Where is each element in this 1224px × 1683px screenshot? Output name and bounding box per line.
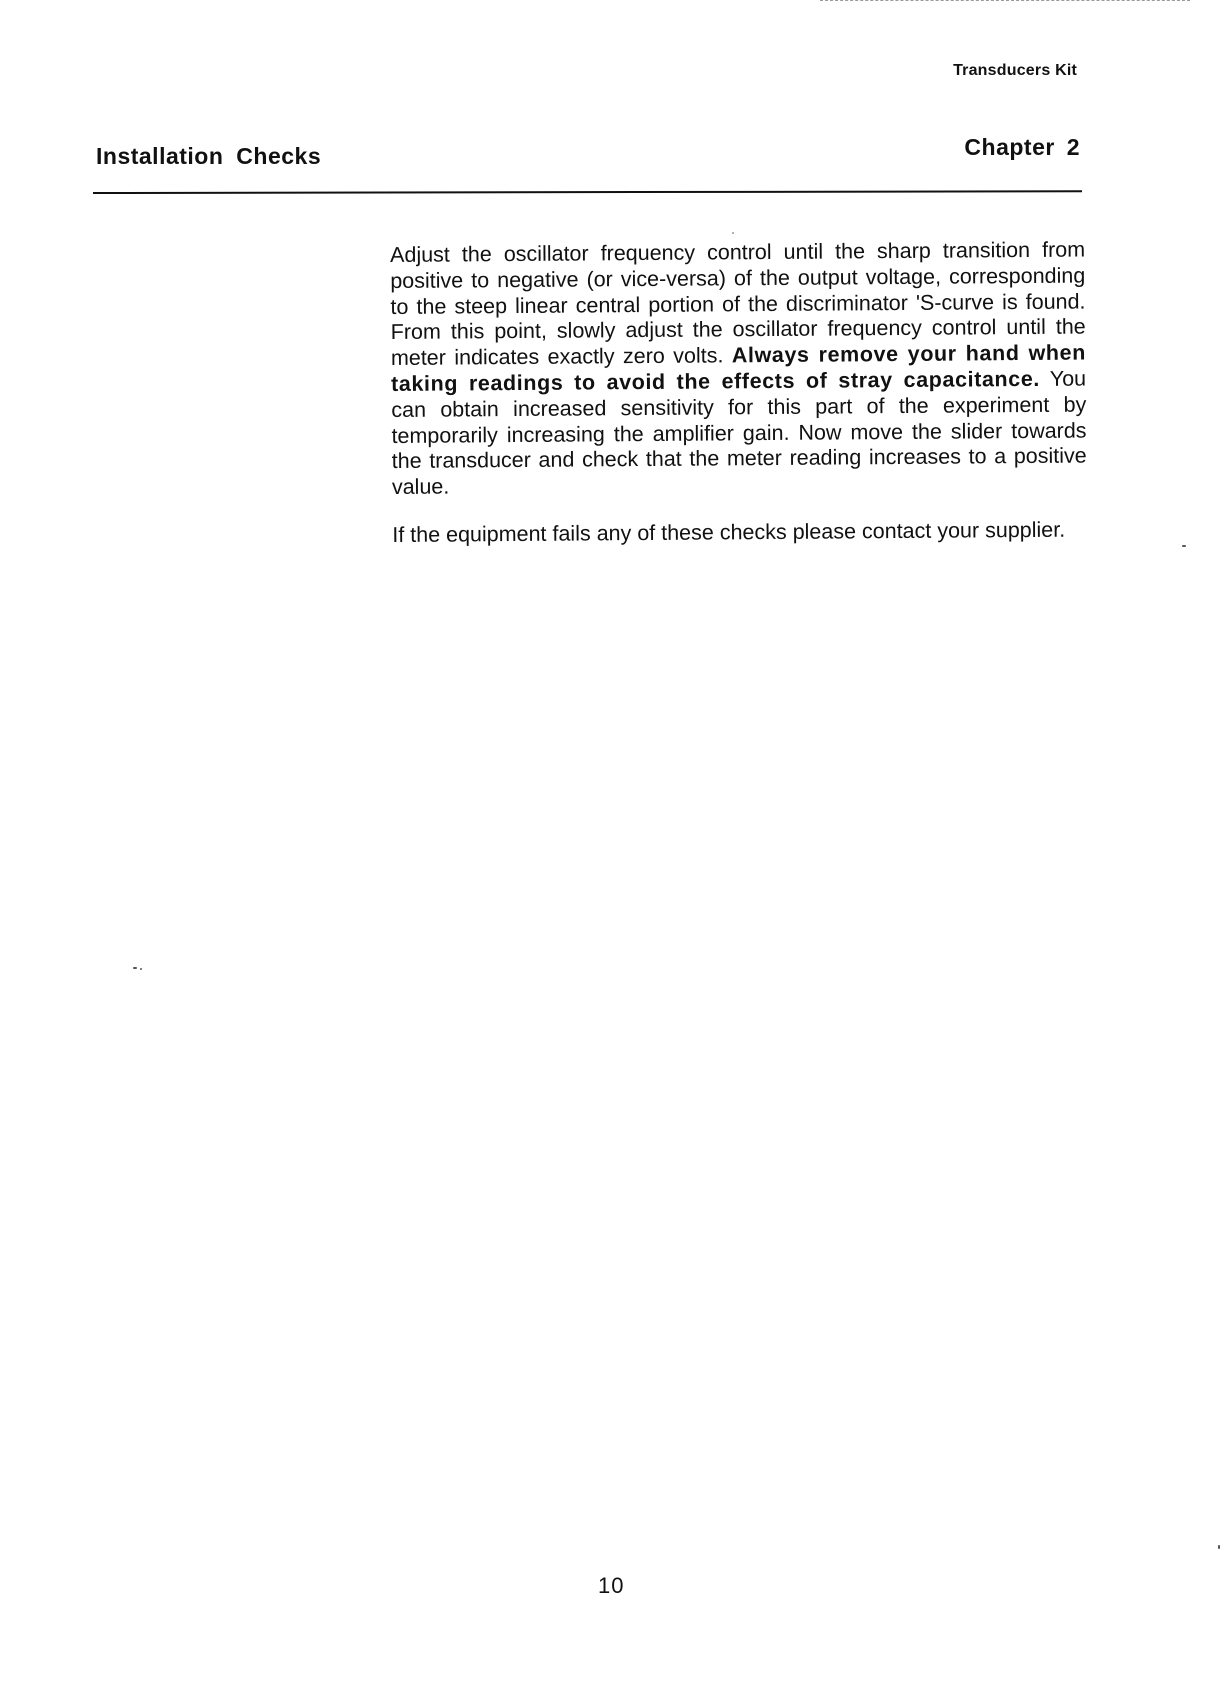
- paragraph-text: Adjust the oscillator frequency control until the sharp transition from positive to negative (or vice-versa) of the output voltage, corresponding to the steep linear central portion of the discriminator 'S-curve is found. From this point, slowly adjust the oscillator frequency control until the meter indicates exactly zero volts.: [390, 237, 1086, 371]
- scan-speck: [133, 967, 137, 969]
- scan-speck: [1218, 1545, 1220, 1549]
- paragraph-adjust-oscillator: [390, 238, 1087, 501]
- scan-speck: [732, 232, 734, 234]
- header-divider: [93, 190, 1082, 194]
- section-title: Installation Checks: [96, 143, 322, 169]
- scan-speck: [1182, 545, 1186, 547]
- paragraph-text-continued: You can obtain increased sensitivity for this part of the experiment by temporarily increasing the amplifier gain. Now move the slider towards the transducer and check that the meter reading increases to a positive value.: [391, 366, 1087, 500]
- scan-speck: [140, 968, 142, 970]
- page-number: 10: [598, 1573, 625, 1598]
- running-header-kit-title: Transducers Kit: [953, 62, 1077, 79]
- emphasis-warning: Always remove your hand when taking readings to avoid the effects of stray capacitance.: [391, 340, 1086, 396]
- paragraph-contact-supplier: If the equipment fails any of these checks please contact your supplier.: [392, 517, 1066, 547]
- chapter-label: Chapter 2: [964, 134, 1080, 160]
- scan-artifact-top: [820, 0, 1190, 3]
- body-text: [390, 238, 1088, 571]
